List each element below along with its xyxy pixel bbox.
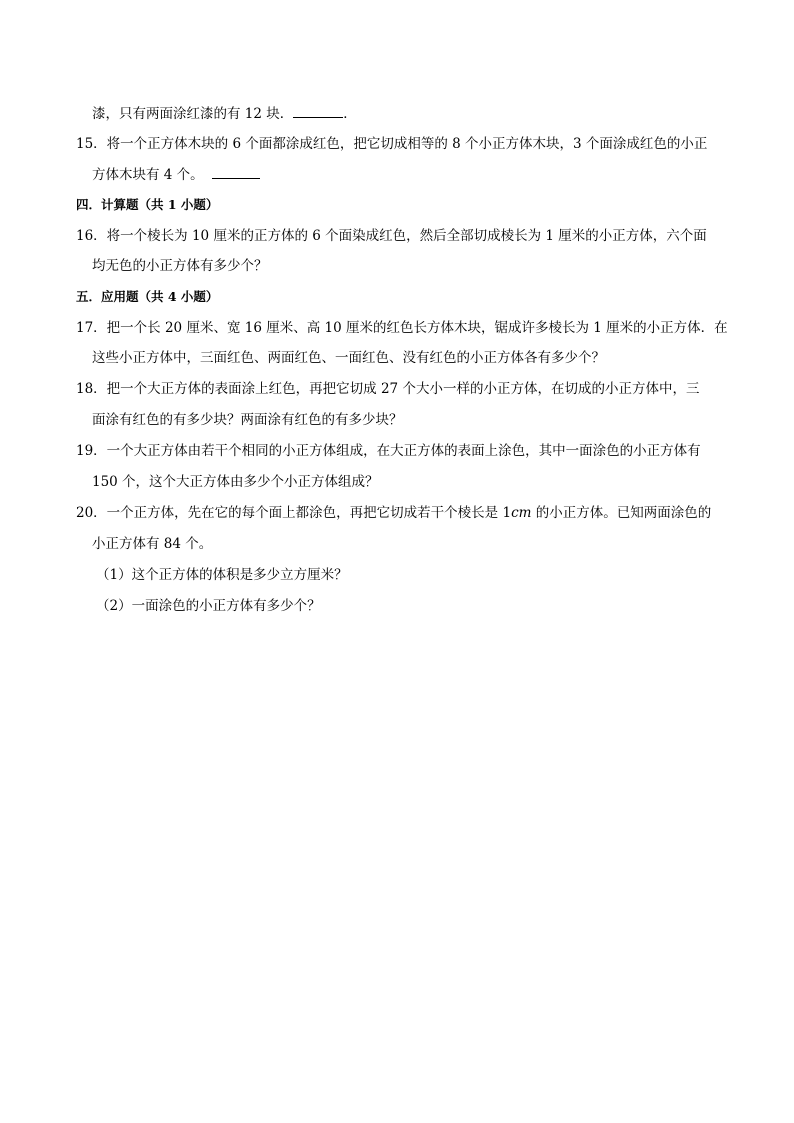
question-20-subquestion-1: （1）这个正方体的体积是多少立方厘米？ [96, 567, 348, 583]
question-20-subquestion-2: （2）一面涂色的小正方体有多少个？ [96, 598, 321, 614]
section-5-heading: 五．应用题（共 4 小题） [76, 289, 219, 304]
question-19-line-2: 150 个，这个大正方体由多少个小正方体组成？ [92, 474, 379, 490]
section-4-heading: 四．计算题（共 1 小题） [76, 197, 219, 212]
question-16-line-1: 16．将一个棱长为 10 厘米的正方体的 6 个面染成红色，然后全部切成棱长为 1 厘米的小正方体，六个面 [76, 228, 707, 244]
question-20-line-2: 小正方体有 84 个。 [92, 536, 213, 552]
answer-blank-14[interactable] [293, 103, 343, 118]
question-15-text: 方体木块有 4 个。 [92, 167, 204, 183]
question-20-unit: cm [511, 505, 532, 521]
question-20-line-1 [76, 503, 711, 523]
question-17-line-2: 这些小正方体中，三面红色、两面红色、一面红色、没有红色的小正方体各有多少个？ [92, 350, 605, 366]
answer-blank-15[interactable] [212, 164, 260, 179]
question-20-text-post: 的小正方体。已知两面涂色的 [531, 505, 712, 521]
question-16-line-2: 均无色的小正方体有多少个？ [92, 258, 268, 274]
question-19-line-1: 19．一个大正方体由若干个相同的小正方体组成，在大正方体的表面上涂色，其中一面涂色的小正方体有 [76, 443, 701, 459]
question-15-line-2 [92, 164, 260, 185]
question-14-text: 漆，只有两面涂红漆的有 12 块． [92, 106, 294, 122]
question-18-line-2: 面涂有红色的有多少块？两面涂有红色的有多少块？ [92, 412, 403, 428]
question-14-end: ． [343, 106, 357, 122]
question-17-line-1: 17．把一个长 20 厘米、宽 16 厘米、高 10 厘米的红色长方体木块，锯成许多棱长为 1 厘米的小正方体．在 [76, 320, 728, 336]
question-20-text-pre: 20．一个正方体，先在它的每个面上都涂色，再把它切成若干个棱长是 1 [76, 505, 512, 521]
question-15-line-1: 15．将一个正方体木块的 6 个面都涂成红色，把它切成相等的 8 个小正方体木块，3 个面涂成红色的小正 [76, 136, 708, 152]
question-14-continuation [92, 103, 357, 124]
question-18-line-1: 18．把一个大正方体的表面涂上红色，再把它切成 27 个大小一样的小正方体，在切成的小正方体中，三 [76, 381, 700, 397]
